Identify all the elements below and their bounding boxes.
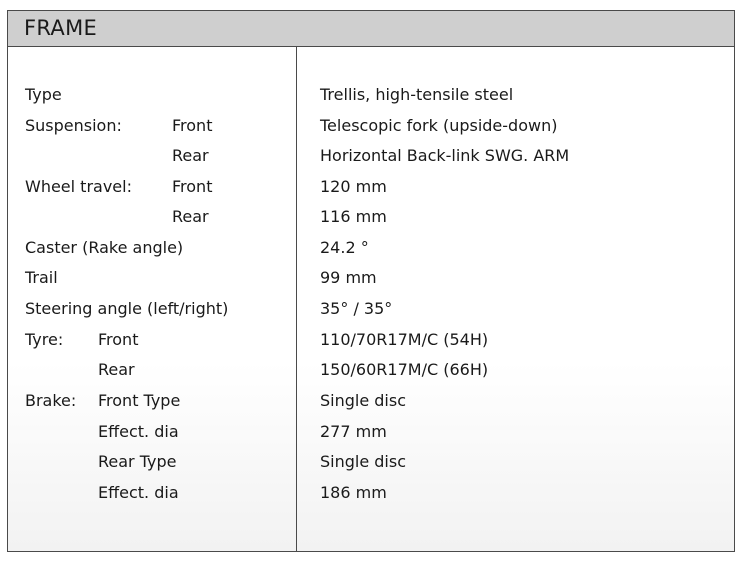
row-value: 116 mm xyxy=(320,207,387,226)
row-value: Telescopic fork (upside-down) xyxy=(320,116,558,135)
row-sublabel: Rear Type xyxy=(98,452,177,471)
frame-spec-table xyxy=(7,10,735,552)
table-title: FRAME xyxy=(24,16,98,40)
row-sublabel: Effect. dia xyxy=(98,483,179,502)
row-label: Steering angle (left/right) xyxy=(25,299,229,318)
row-sublabel: Rear xyxy=(172,207,209,226)
row-sublabel: Front xyxy=(172,177,213,196)
row-sublabel: Front xyxy=(172,116,213,135)
row-sublabel: Front Type xyxy=(98,391,181,410)
row-sublabel: Front xyxy=(98,330,139,349)
row-value: Single disc xyxy=(320,452,407,471)
column-divider xyxy=(296,47,297,551)
row-value: 120 mm xyxy=(320,177,387,196)
row-value: 110/70R17M/C (54H) xyxy=(320,330,489,349)
row-sublabel: Effect. dia xyxy=(98,422,179,441)
row-label: Brake: xyxy=(25,391,77,410)
row-label: Wheel travel: xyxy=(25,177,132,196)
row-sublabel: Rear xyxy=(172,146,209,165)
row-label: Trail xyxy=(25,268,58,287)
row-label: Caster (Rake angle) xyxy=(25,238,184,257)
row-value: 99 mm xyxy=(320,268,377,287)
row-value: Horizontal Back-link SWG. ARM xyxy=(320,146,570,165)
row-value: 24.2 ° xyxy=(320,238,369,257)
row-value: 35° / 35° xyxy=(320,299,393,318)
table-header xyxy=(8,11,734,47)
row-value: 186 mm xyxy=(320,483,387,502)
row-value: 150/60R17M/C (66H) xyxy=(320,360,489,379)
row-label: Tyre: xyxy=(25,330,64,349)
row-value: 277 mm xyxy=(320,422,387,441)
row-sublabel: Rear xyxy=(98,360,135,379)
row-value: Single disc xyxy=(320,391,407,410)
row-label: Type xyxy=(25,85,62,104)
row-label: Suspension: xyxy=(25,116,122,135)
row-value: Trellis, high-tensile steel xyxy=(320,85,514,104)
